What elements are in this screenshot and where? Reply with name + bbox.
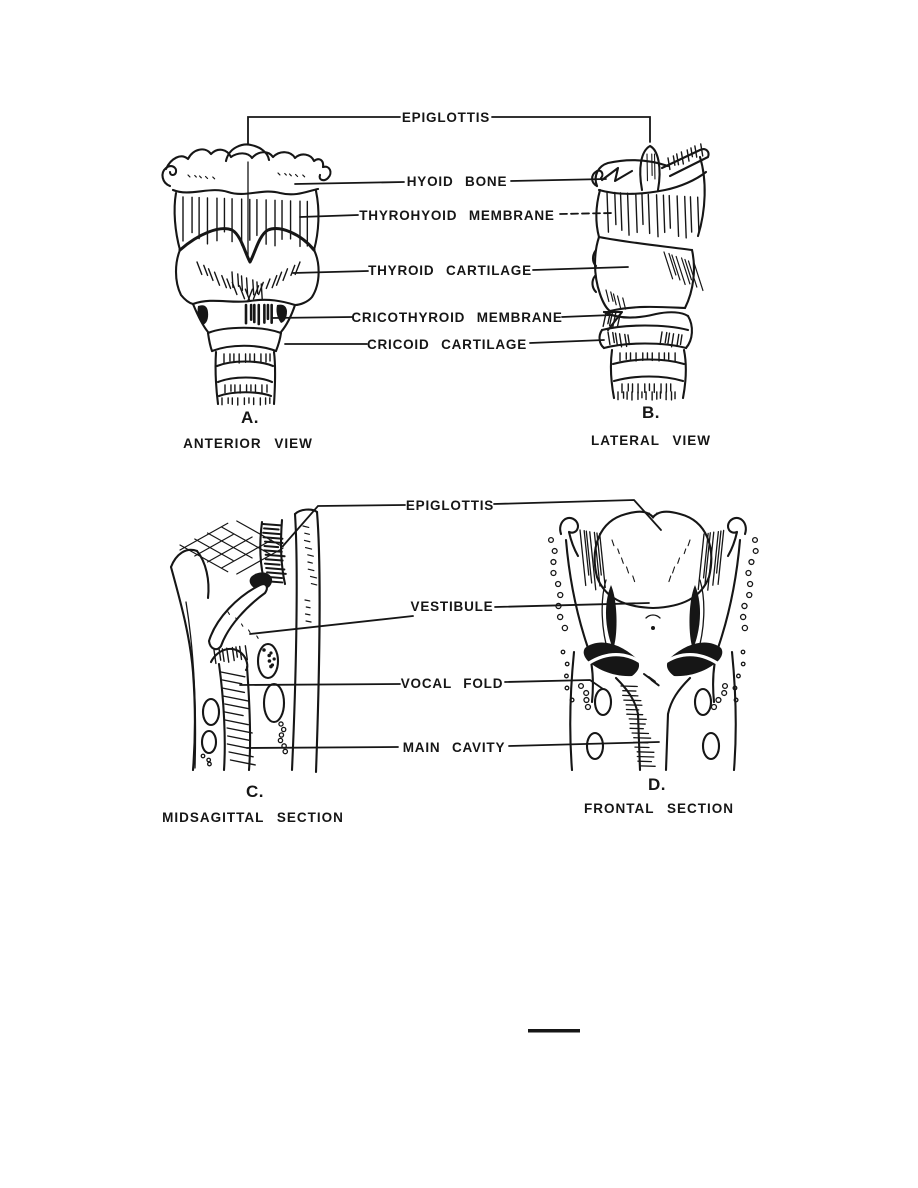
texture-dot — [283, 749, 287, 753]
hatch-line — [264, 546, 278, 547]
hatch-line — [232, 272, 233, 287]
texture-dot — [558, 592, 563, 597]
hatch-line — [607, 192, 608, 232]
page-rule — [528, 1029, 580, 1033]
leader-vestibule-right — [495, 603, 649, 607]
thyroid-right-edge — [685, 250, 694, 308]
hatch-line — [222, 688, 244, 692]
hatch-line — [668, 333, 670, 345]
leader-thyroid-left — [293, 271, 368, 273]
hatch-line — [690, 197, 691, 232]
cricoid-right — [686, 316, 692, 348]
outer-lower-right — [732, 652, 736, 770]
leader-thyrohyoid-left — [300, 215, 358, 217]
hatch-line — [257, 282, 258, 294]
leader-hyoid-left — [295, 182, 404, 184]
texture-dot — [278, 738, 282, 742]
hatch-line — [685, 196, 686, 237]
hatch-line — [247, 278, 248, 294]
label-main-cavity: MAIN CAVITY — [402, 740, 506, 755]
hatch-line — [616, 333, 618, 345]
hatch-line — [665, 333, 667, 343]
pharynx-wall-inner — [292, 514, 297, 770]
hatch-line — [306, 621, 311, 622]
texture-dot — [741, 662, 745, 666]
gland-bubbles-lower-left — [579, 684, 591, 710]
hatch-line — [213, 177, 215, 179]
texture-dot — [722, 691, 727, 696]
hatch-line — [215, 272, 220, 285]
hatch-line — [257, 636, 258, 638]
wall-oval — [595, 689, 611, 715]
gland-bubbles-right — [741, 538, 759, 631]
figure-b-lateral-view — [592, 144, 708, 400]
trachea-ring-3 — [219, 392, 271, 396]
trachea-ring-2 — [218, 378, 272, 383]
hatch-line — [669, 196, 670, 229]
hatch-line — [225, 704, 248, 709]
texture-dot — [562, 625, 567, 630]
hatch-line — [200, 176, 202, 178]
wall-oval — [703, 733, 719, 759]
hatch-line — [308, 569, 314, 570]
hatch-line — [701, 144, 703, 156]
cricoid-neck-right — [276, 333, 281, 351]
texture-dot — [570, 698, 574, 702]
hatch-line — [231, 760, 256, 765]
label-epiglottis-bottom: EPIGLOTTIS — [405, 498, 495, 513]
hatch-line — [242, 624, 243, 626]
left-oval-1 — [203, 699, 219, 725]
labels — [351, 110, 562, 755]
figure-d-frontal-section — [549, 512, 759, 770]
texture-dot — [551, 571, 556, 576]
trachea-ring-1 — [613, 360, 684, 365]
texture-dot — [716, 698, 721, 703]
texture-dot — [279, 722, 283, 726]
hatch-line — [636, 194, 637, 233]
hyoid-bottom-edge — [173, 189, 318, 194]
label-epiglottis-top: EPIGLOTTIS — [401, 110, 491, 125]
texture-dot — [273, 657, 276, 660]
texture-dot — [558, 614, 563, 619]
hatch-line — [718, 530, 724, 584]
label-cricoid-cartilage: CRICOID CARTILAGE — [366, 337, 528, 352]
texture-dot — [711, 705, 716, 710]
hatch-line — [283, 269, 287, 281]
hatch-line — [227, 279, 231, 288]
hatch-line — [223, 680, 242, 684]
wall-dashes — [303, 526, 317, 585]
hatch-line — [606, 290, 609, 301]
hatch-line — [695, 146, 697, 157]
label-thyrohyoid-membrane: THYROHYOID MEMBRANE — [359, 208, 555, 223]
cornu-hook-right — [728, 518, 746, 556]
hyoid-curl-left — [163, 166, 177, 186]
hatch-line — [305, 600, 310, 601]
hatch-line — [677, 154, 679, 165]
hyoid-top-edge — [596, 160, 668, 186]
thyrohyoid-striations — [607, 192, 699, 238]
label-vocal-fold: VOCAL FOLD — [400, 676, 504, 691]
cricoid-top-wavy — [602, 326, 688, 331]
cornu-hook-left — [560, 518, 578, 556]
leader-cricothyroid-left — [272, 317, 353, 318]
hatch-line — [197, 262, 202, 274]
cricothyroid-dark-spot-right — [277, 305, 288, 323]
texture-dot — [748, 582, 753, 587]
hatch-line — [223, 696, 248, 701]
hatch-line — [236, 647, 237, 657]
hatch-line — [214, 650, 216, 663]
hatch-line — [614, 294, 617, 305]
hatch-line — [681, 152, 683, 164]
texture-dot — [208, 762, 212, 766]
epiglottis-outline — [640, 146, 659, 190]
thyroid-left-flank — [176, 250, 193, 304]
texture-dot — [269, 651, 272, 654]
texture-dot — [262, 648, 266, 652]
hatch-line — [263, 537, 282, 538]
hatch-line — [278, 173, 280, 175]
hatch-line — [238, 274, 239, 286]
hatch-line — [611, 292, 613, 301]
trachea-left-edge — [216, 352, 218, 404]
wall-oval — [695, 689, 711, 715]
hyoid-top-edge — [166, 149, 323, 169]
thyroid-superior-border — [180, 229, 314, 262]
hatch-line — [628, 335, 629, 344]
hatch-line — [687, 150, 689, 161]
caption-letter-a: A. — [241, 408, 259, 427]
hatch-line — [311, 584, 316, 585]
hatch-line — [628, 193, 629, 235]
hatch-line — [663, 195, 664, 232]
trachea-ring-2 — [614, 377, 683, 382]
hatch-line — [664, 252, 673, 279]
texture-dot — [551, 560, 556, 565]
hatch-line — [608, 332, 610, 344]
hatch-line — [242, 276, 243, 290]
hatch-line — [265, 542, 283, 543]
thyroid-bottom-edge — [610, 307, 685, 311]
hatch-line — [227, 728, 252, 733]
thyroid-top-edge — [599, 237, 692, 250]
dome-dimple — [646, 615, 660, 618]
hatch-line — [285, 174, 287, 176]
hatch-line — [642, 194, 643, 224]
texture-dot — [585, 705, 590, 710]
trachea-wall-right — [247, 667, 250, 770]
hatch-line — [660, 332, 662, 344]
hyoid-stipple — [188, 173, 305, 179]
cricoid-section-oval — [264, 684, 284, 722]
texture-dot — [584, 691, 589, 696]
membrane-left-border — [175, 193, 180, 250]
leader-thyroid-right — [533, 267, 628, 270]
hatch-line — [306, 607, 310, 608]
hatch-line — [195, 535, 233, 556]
hatch-line — [227, 744, 246, 748]
leader-vestibule-left — [250, 616, 413, 634]
texture-dot — [279, 733, 283, 737]
hatch-line — [225, 720, 248, 725]
pharynx-wall-outer — [316, 512, 320, 772]
texture-dot — [556, 582, 561, 587]
cricoid-bottom-wavy — [604, 344, 686, 349]
wall-oval — [587, 733, 603, 759]
cricothyroid-wavy-line — [193, 300, 295, 305]
caption-frontal-section: FRONTAL SECTION — [584, 801, 734, 816]
hatch-line — [680, 335, 681, 344]
texture-dot — [584, 698, 589, 703]
texture-dot — [565, 662, 569, 666]
hatch-line — [311, 576, 317, 577]
leader-vocal-fold-right — [505, 680, 603, 689]
texture-dot — [282, 727, 286, 731]
hatch-line — [263, 533, 280, 534]
texture-dot — [742, 603, 747, 608]
caption-letter-d: D. — [648, 775, 666, 794]
texture-dot — [579, 684, 584, 689]
hatch-line — [277, 272, 282, 285]
texture-dot — [207, 758, 211, 762]
wall-dashes-lower — [305, 600, 311, 622]
hatch-line — [228, 736, 250, 740]
texture-dot — [742, 625, 747, 630]
bubble-column — [278, 722, 287, 754]
hatch-line — [265, 564, 280, 565]
leader-vocal-fold-left — [240, 684, 400, 685]
hatch-line — [613, 333, 615, 343]
gland-bubbles-left — [549, 538, 568, 631]
thyroid-right-flank — [295, 250, 319, 305]
hatch-line — [621, 193, 622, 230]
hatch-line — [248, 289, 252, 301]
caption-letter-c: C. — [246, 782, 264, 801]
left-outer-contour — [171, 567, 195, 770]
outer-contour-left — [566, 540, 593, 702]
left-oval-2 — [202, 731, 216, 753]
texture-dot — [565, 674, 569, 678]
texture-dot — [747, 592, 752, 597]
trachea-left-edge — [611, 350, 614, 398]
membrane-right-border — [314, 191, 318, 250]
thyroid-left-edge — [595, 237, 610, 311]
hatch-line — [180, 545, 228, 572]
hatch-line — [264, 528, 279, 529]
hatch-line — [694, 263, 703, 291]
leader-epiglottis-top-left — [248, 117, 400, 144]
label-hyoid-bone: HYOID BONE — [406, 174, 508, 189]
hatch-line — [266, 559, 283, 560]
hatch-line — [222, 276, 227, 288]
cricoid-arch — [208, 328, 281, 333]
hatch-line — [188, 175, 190, 177]
texture-dot — [565, 686, 569, 690]
hatch-line — [648, 194, 649, 233]
texture-dot — [723, 684, 728, 689]
label-vestibule: VESTIBULE — [410, 599, 494, 614]
hatch-line — [618, 296, 621, 308]
leader-main-cavity-right — [509, 742, 659, 746]
hatch-line — [204, 265, 208, 275]
hatch-line — [306, 614, 310, 615]
cricoid-left — [600, 330, 604, 348]
texture-dot — [549, 538, 554, 543]
funnel-wall-right — [666, 678, 690, 770]
hatch-line — [303, 526, 309, 527]
hatch-line — [263, 524, 281, 525]
hatch-line — [296, 175, 298, 177]
hatch-line — [195, 176, 197, 178]
hatch-line — [290, 174, 292, 176]
texture-dot — [741, 650, 745, 654]
center-chevrons — [644, 674, 659, 685]
texture-dot — [749, 560, 754, 565]
leader-cricoid-right — [530, 340, 604, 343]
hatch-line — [308, 562, 312, 563]
hatch-line — [209, 269, 213, 281]
tongue-lattice-cross — [180, 523, 283, 574]
trachea-right-edge — [683, 350, 686, 398]
epiglottis-marks — [647, 154, 655, 181]
cricothyroid-dark-spot-left — [198, 305, 209, 325]
hatch-line — [249, 630, 250, 632]
hatch-line — [240, 646, 242, 659]
hatch-line — [691, 148, 692, 157]
trachea-right-edge — [274, 352, 275, 404]
hatch-line — [272, 276, 277, 288]
hatch-line — [668, 158, 670, 169]
caption-anterior-view: ANTERIOR VIEW — [183, 436, 313, 451]
texture-dot — [753, 549, 758, 554]
hatch-line — [698, 197, 699, 232]
hatch-line — [308, 555, 314, 556]
cricoid-lower-wavy — [212, 346, 276, 351]
hatch-line — [221, 672, 245, 677]
caption-lateral-view: LATERAL VIEW — [591, 433, 711, 448]
epiglottis-leaf — [209, 584, 267, 649]
hatch-line — [180, 523, 228, 550]
texture-dot — [737, 674, 741, 678]
arytenoid-dots — [262, 648, 276, 668]
texture-dot — [746, 571, 751, 576]
notch-hatching-right — [248, 262, 300, 301]
thyrohyoid-striations — [183, 197, 307, 246]
outer-lower-left — [570, 652, 574, 770]
hatch-line — [673, 156, 675, 165]
texture-dot — [741, 614, 746, 619]
leader-thyrohyoid-right — [560, 213, 613, 214]
hatch-line — [206, 177, 208, 179]
cricoid-neck-left — [208, 333, 212, 351]
hatch-line — [305, 533, 310, 534]
leader-epiglottis-top-right — [492, 117, 650, 142]
texture-dot — [268, 659, 272, 663]
hatch-line — [261, 284, 262, 299]
hatch-line — [657, 195, 658, 237]
cricothyroid-dark-bars — [246, 305, 272, 324]
label-thyroid-cartilage: THYROID CARTILAGE — [368, 263, 532, 278]
inner-fold-curve — [197, 551, 209, 598]
dome-dot — [651, 626, 655, 630]
leader-main-cavity-left — [247, 747, 398, 748]
hatch-line — [677, 334, 679, 346]
hatch-line — [303, 175, 305, 177]
caption-midsagittal-section: MIDSAGITTAL SECTION — [162, 810, 344, 825]
caption-letter-b: B. — [642, 403, 660, 422]
texture-dot — [561, 650, 565, 654]
texture-dot — [552, 549, 557, 554]
texture-dot — [201, 754, 205, 758]
hatch-line — [615, 192, 616, 224]
hatch-line — [305, 540, 310, 541]
label-cricothyroid-membrane: CRICOTHYROID MEMBRANE — [351, 310, 563, 325]
texture-dot — [753, 538, 758, 543]
texture-dot — [271, 663, 274, 666]
hatch-line — [306, 548, 312, 549]
hatch-line — [266, 279, 270, 288]
hatch-line — [225, 712, 243, 716]
hatch-line — [253, 280, 254, 295]
hatch-line — [227, 648, 229, 662]
hyoid-curl-right — [320, 167, 331, 180]
hatch-line — [264, 550, 282, 551]
hatch-line — [677, 196, 678, 236]
left-bubble-cluster — [201, 754, 211, 766]
figure-c-midsagittal-section — [171, 510, 320, 772]
